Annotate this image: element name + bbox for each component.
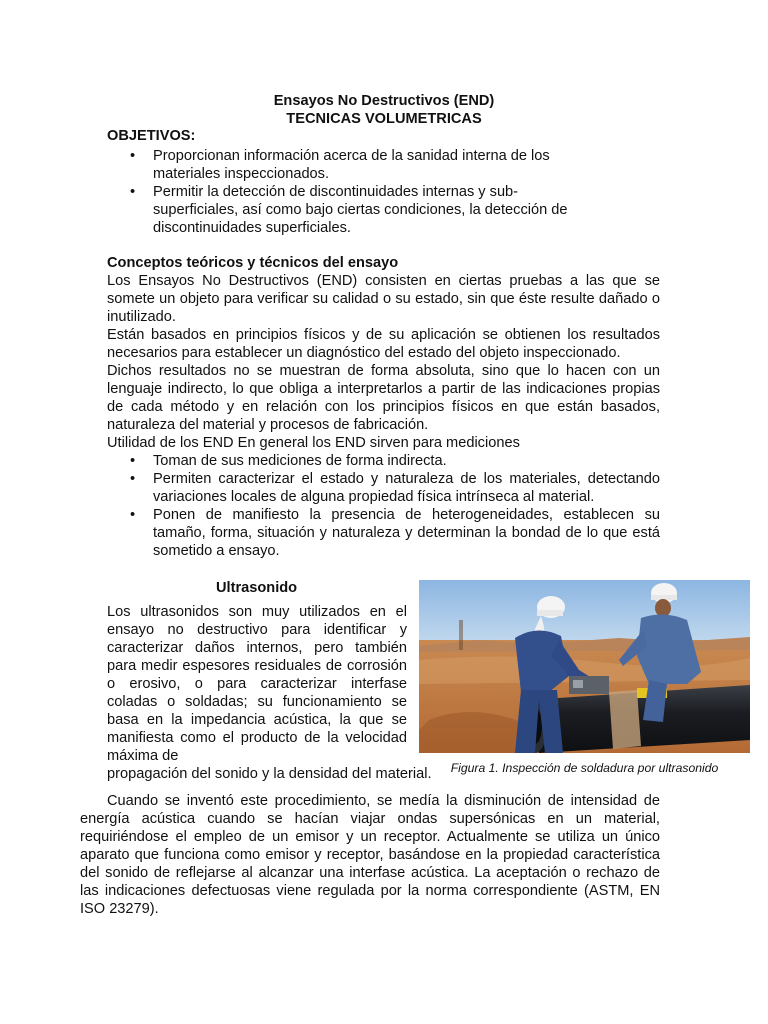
bullet-icon: • (130, 453, 136, 469)
list-item: • Toman de sus mediciones de forma indirecta. (130, 453, 447, 469)
list-item: • Permiten caracterizar el estado y naturaleza de los materiales, detectando variaciones locales de alguna propiedad física intrínseca al material. (130, 471, 660, 505)
title-line-2: TECNICAS VOLUMETRICAS (286, 111, 482, 127)
objectives-list (107, 147, 587, 237)
list-item: • Permitir la detección de discontinuidades internas y sub-superficiales, así como bajo ciertas condiciones, la detección de discontinuidades superficiales. (130, 184, 568, 236)
list-item: • Proporcionan información acerca de la sanidad interna de los materiales inspeccionados. (130, 148, 550, 182)
bullet-icon: • (130, 148, 136, 164)
closing-paragraph: Cuando se inventó este procedimiento, se medía la disminución de intensidad de energía acústica cuando se hacían viajar ondas supersónicas en un material, requiriéndose el empleo de un emisor y un receptor. Actualmente se utiliza un único aparato que funciona como emisor y receptor, basándose en la propiedad característica del sonido de reflejarse al alcanzar una interfase acústica. La aceptación o rechazo de las indicaciones defectuosas viene regulada por la norma correspondiente (ASTM, EN ISO 23279). (80, 793, 660, 917)
list-item: • Ponen de manifiesto la presencia de heterogeneidades, establecen su tamaño, forma, situación y naturaleza y determinan la bondad de lo que está sometido a ensayo. (130, 507, 660, 559)
bullet-icon: • (130, 184, 136, 200)
utility-list (107, 452, 660, 560)
bullet-icon: • (130, 507, 136, 523)
concepts-heading: Conceptos teóricos y técnicos del ensayo (107, 255, 399, 271)
ultrasonic-inspection-photo (419, 580, 750, 753)
ultrasonic-heading: Ultrasonido (216, 580, 298, 596)
objectives-heading: OBJETIVOS: (107, 128, 196, 144)
concepts-paragraph-2: Están basados en principios físicos y de su aplicación se obtienen los resultados necesarios para establecer un diagnóstico del estado del objeto inspeccionado. (107, 327, 660, 361)
concepts-paragraph-3: Dichos resultados no se muestran de forma absoluta, sino que lo hacen con un lenguaje indirecto, lo que obliga a interpretarlos a partir de las indicaciones propias de cada método y en relación con los principios físicos en que están basados, naturaleza del material y procesos de fabricación. (107, 363, 660, 433)
concepts-paragraph-4: Utilidad de los END En general los END sirven para mediciones (107, 435, 520, 451)
figure-caption: Figura 1. Inspección de soldadura por ultrasonido (450, 761, 719, 775)
concepts-paragraph-1: Los Ensayos No Destructivos (END) consisten en ciertas pruebas a las que se somete un objeto para verificar su calidad o su estado, sin que éste resulte dañado o inutilizado. (107, 273, 660, 325)
bullet-icon: • (130, 471, 136, 487)
title-line-1: Ensayos No Destructivos (END) (273, 93, 495, 109)
ultrasonic-paragraph: Los ultrasonidos son muy utilizados en el ensayo no destructivo para identificar y caracterizar daños internos, pero también para medir espesores residuales de corrosión o erosivo, o para caracterizar interfase coladas o soldadas; su funcionamiento se basa en la impedancia acústica, la que se manifiesta como el producto de la velocidad máxima de propagación del sonido y la densidad del material. (107, 604, 432, 782)
